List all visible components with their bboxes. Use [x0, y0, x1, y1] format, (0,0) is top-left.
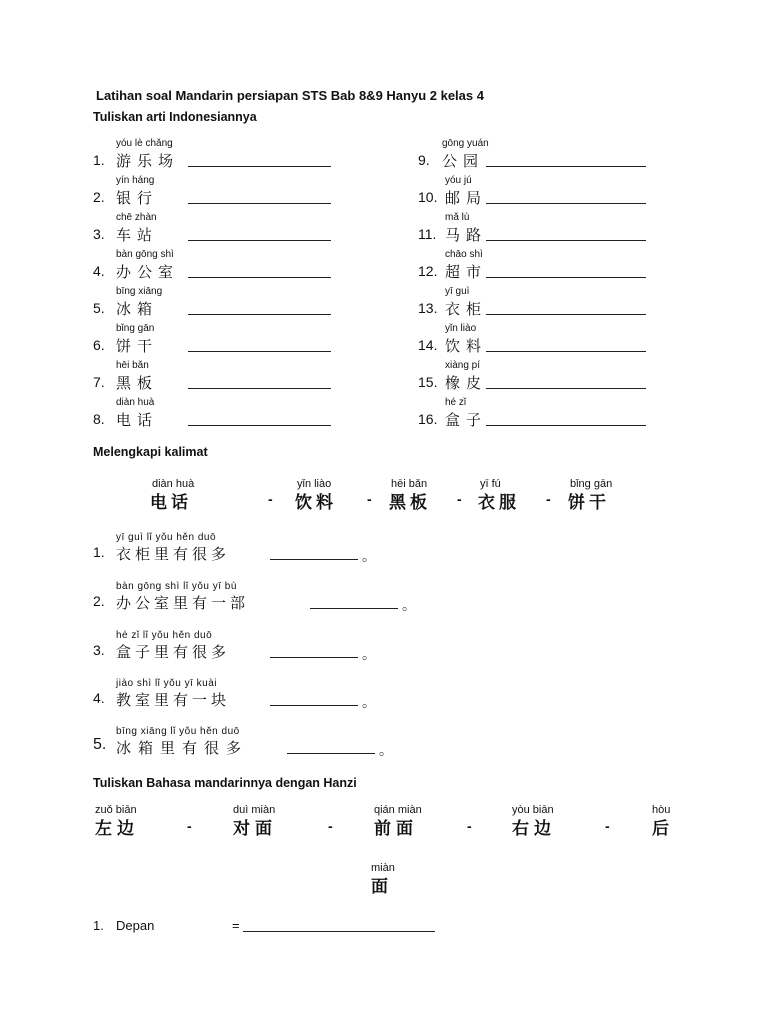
vocab-number: 7. — [93, 374, 105, 390]
sentence-end-mark: 。 — [402, 598, 416, 614]
vocab-hanzi: 超市 — [445, 263, 488, 281]
section2-heading: Melengkapi kalimat — [93, 445, 208, 459]
vocab-pinyin: diàn huà — [116, 397, 155, 408]
word-bank-hanzi: 衣服 — [478, 493, 520, 513]
sentence-item — [93, 581, 493, 615]
vocab-item — [93, 323, 338, 357]
vocab-pinyin: yǐn liào — [445, 323, 477, 334]
vocab-item — [93, 175, 338, 209]
question-equals: = — [232, 918, 240, 933]
answer-line[interactable] — [486, 425, 646, 426]
answer-line[interactable] — [486, 277, 646, 278]
position-hanzi: 对面 — [233, 819, 277, 839]
word-bank-separator: - — [457, 491, 462, 507]
vocab-number: 13. — [418, 300, 438, 316]
vocab-hanzi: 盒子 — [445, 411, 488, 429]
answer-line[interactable] — [270, 657, 358, 658]
vocab-number: 1. — [93, 152, 105, 168]
vocab-number: 2. — [93, 189, 105, 205]
vocab-pinyin: yín háng — [116, 175, 155, 186]
vocab-pinyin: yóu jú — [445, 175, 472, 186]
vocab-hanzi: 邮局 — [445, 189, 488, 207]
word-bank-pinyin: diàn huà — [152, 478, 195, 490]
sentence-item — [93, 726, 493, 760]
sentence-hanzi: 办公室里有一部 — [116, 594, 250, 612]
word-bank-pinyin: yī fú — [480, 478, 501, 490]
vocab-item — [93, 212, 338, 246]
sentence-end-mark: 。 — [362, 647, 376, 663]
word-bank-hanzi: 黑板 — [389, 493, 431, 513]
vocab-hanzi: 银行 — [116, 189, 159, 207]
position-separator: - — [328, 818, 333, 834]
vocab-item — [93, 138, 338, 172]
vocab-number: 15. — [418, 374, 438, 390]
position-separator: - — [605, 818, 610, 834]
vocab-number: 16. — [418, 411, 438, 427]
worksheet-title: Latihan soal Mandarin persiapan STS Bab 8&9 Hanyu 2 kelas 4 — [96, 88, 484, 103]
vocab-item — [93, 360, 338, 394]
vocab-item — [418, 286, 663, 320]
answer-line[interactable] — [486, 388, 646, 389]
answer-line[interactable] — [188, 351, 331, 352]
vocab-item — [418, 249, 663, 283]
section3-heading: Tuliskan Bahasa mandarinnya dengan Hanzi — [93, 776, 357, 790]
sentence-item — [93, 678, 493, 712]
vocab-number: 9. — [418, 152, 430, 168]
vocab-pinyin: gōng yuán — [442, 138, 489, 149]
vocab-pinyin: bàn gōng shì — [116, 249, 174, 260]
sentence-end-mark: 。 — [362, 695, 376, 711]
sentence-pinyin: jiào shì lǐ yǒu yī kuài — [116, 678, 217, 689]
vocab-number: 12. — [418, 263, 438, 279]
vocab-number: 4. — [93, 263, 105, 279]
word-bank-pinyin: yǐn liào — [297, 478, 332, 490]
answer-line[interactable] — [310, 608, 398, 609]
position-pinyin: hòu — [652, 804, 671, 816]
word-bank-separator: - — [546, 491, 551, 507]
answer-line[interactable] — [287, 753, 375, 754]
answer-line[interactable] — [188, 166, 331, 167]
word-bank-pinyin: bǐng gān — [570, 478, 613, 490]
vocab-pinyin: mǎ lù — [445, 212, 470, 223]
vocab-item — [93, 397, 338, 431]
section1-heading: Tuliskan arti Indonesiannya — [93, 110, 257, 124]
answer-line[interactable] — [188, 240, 331, 241]
answer-line[interactable] — [188, 277, 331, 278]
vocab-hanzi: 黑板 — [116, 374, 159, 392]
word-bank-separator: - — [268, 491, 273, 507]
sentence-number: 4. — [93, 690, 105, 706]
sentence-pinyin: hé zǐ lǐ yǒu hěn duō — [116, 630, 213, 641]
position-separator: - — [187, 818, 192, 834]
answer-line[interactable] — [243, 931, 435, 932]
question-1 — [93, 918, 240, 933]
vocab-pinyin: chāo shì — [445, 249, 483, 260]
sentence-end-mark: 。 — [379, 743, 393, 759]
vocab-item — [93, 249, 338, 283]
position-separator: - — [467, 818, 472, 834]
position-hanzi: 右边 — [512, 819, 556, 839]
position-hanzi: 后 — [652, 819, 674, 839]
sentence-pinyin: bīng xiāng lǐ yǒu hěn duō — [116, 726, 240, 737]
vocab-item — [418, 397, 663, 431]
question-label: Depan — [116, 918, 155, 933]
sentence-number: 2. — [93, 593, 105, 609]
vocab-pinyin: chē zhàn — [116, 212, 157, 223]
vocab-number: 8. — [93, 411, 105, 427]
vocab-pinyin: bīng xiāng — [116, 286, 163, 297]
answer-line[interactable] — [188, 388, 331, 389]
vocab-item — [93, 286, 338, 320]
vocab-number: 14. — [418, 337, 438, 353]
answer-line[interactable] — [270, 559, 358, 560]
vocab-hanzi: 车站 — [116, 226, 159, 244]
vocab-hanzi: 马路 — [445, 226, 488, 244]
vocab-number: 3. — [93, 226, 105, 242]
vocab-hanzi: 饼干 — [116, 337, 159, 355]
sentence-hanzi: 盒子里有很多 — [116, 643, 231, 661]
sentence-hanzi: 衣柜里有很多 — [116, 545, 231, 563]
position-hanzi: 前面 — [374, 819, 418, 839]
sentence-number: 1. — [93, 544, 105, 560]
word-bank-pinyin: hēi bǎn — [391, 478, 428, 490]
vocab-pinyin: yī guì — [445, 286, 470, 297]
vocab-item — [418, 360, 663, 394]
sentence-item — [93, 532, 493, 566]
vocab-pinyin: bǐng gān — [116, 323, 155, 334]
answer-line[interactable] — [270, 705, 358, 706]
sentence-item — [93, 630, 493, 664]
answer-line[interactable] — [486, 314, 646, 315]
vocab-pinyin: hé zǐ — [445, 397, 467, 408]
vocab-number: 6. — [93, 337, 105, 353]
answer-line[interactable] — [188, 203, 331, 204]
vocab-number: 11. — [418, 226, 437, 242]
sentence-end-mark: 。 — [362, 549, 376, 565]
word-bank-hanzi: 电话 — [150, 493, 192, 513]
word-bank-hanzi: 饼干 — [568, 493, 610, 513]
vocab-item — [418, 212, 663, 246]
sentence-pinyin: yī guì lǐ yǒu hěn duō — [116, 532, 217, 543]
word-bank-hanzi: 饮料 — [295, 493, 337, 513]
position-hanzi: 面 — [371, 877, 393, 897]
vocab-hanzi: 游乐场 — [116, 152, 180, 170]
vocab-item — [418, 138, 663, 172]
answer-line[interactable] — [486, 203, 646, 204]
vocab-pinyin: yóu lè chǎng — [116, 138, 173, 149]
sentence-number: 3. — [93, 642, 105, 658]
sentence-hanzi: 教室里有一块 — [116, 691, 231, 709]
vocab-hanzi: 冰箱 — [116, 300, 159, 318]
sentence-pinyin: bàn gōng shì lǐ yǒu yī bù — [116, 581, 237, 592]
vocab-hanzi: 橡皮 — [445, 374, 488, 392]
position-pinyin: yòu biān — [512, 804, 554, 816]
vocab-pinyin: xiàng pí — [445, 360, 481, 371]
vocab-hanzi: 衣柜 — [445, 300, 488, 318]
sentence-hanzi: 冰箱里有很多 — [116, 739, 249, 757]
answer-line[interactable] — [188, 425, 331, 426]
position-pinyin: zuǒ biān — [95, 804, 137, 816]
position-pinyin: miàn — [371, 862, 395, 874]
vocab-hanzi: 公园 — [442, 152, 485, 170]
word-bank-separator: - — [367, 491, 372, 507]
vocab-number: 10. — [418, 189, 438, 205]
position-hanzi: 左边 — [95, 819, 139, 839]
vocab-pinyin: hēi bǎn — [116, 360, 149, 371]
answer-line[interactable] — [188, 314, 331, 315]
sentence-number: 5. — [93, 736, 107, 753]
position-pinyin: qián miàn — [374, 804, 422, 816]
answer-line[interactable] — [486, 240, 646, 241]
answer-line[interactable] — [486, 166, 646, 167]
position-pinyin: duì miàn — [233, 804, 276, 816]
vocab-hanzi: 办公室 — [116, 263, 180, 281]
answer-line[interactable] — [486, 351, 646, 352]
question-number: 1. — [93, 918, 104, 933]
vocab-hanzi: 饮料 — [445, 337, 488, 355]
vocab-item — [418, 323, 663, 357]
vocab-hanzi: 电话 — [116, 411, 159, 429]
vocab-item — [418, 175, 663, 209]
vocab-number: 5. — [93, 300, 105, 316]
